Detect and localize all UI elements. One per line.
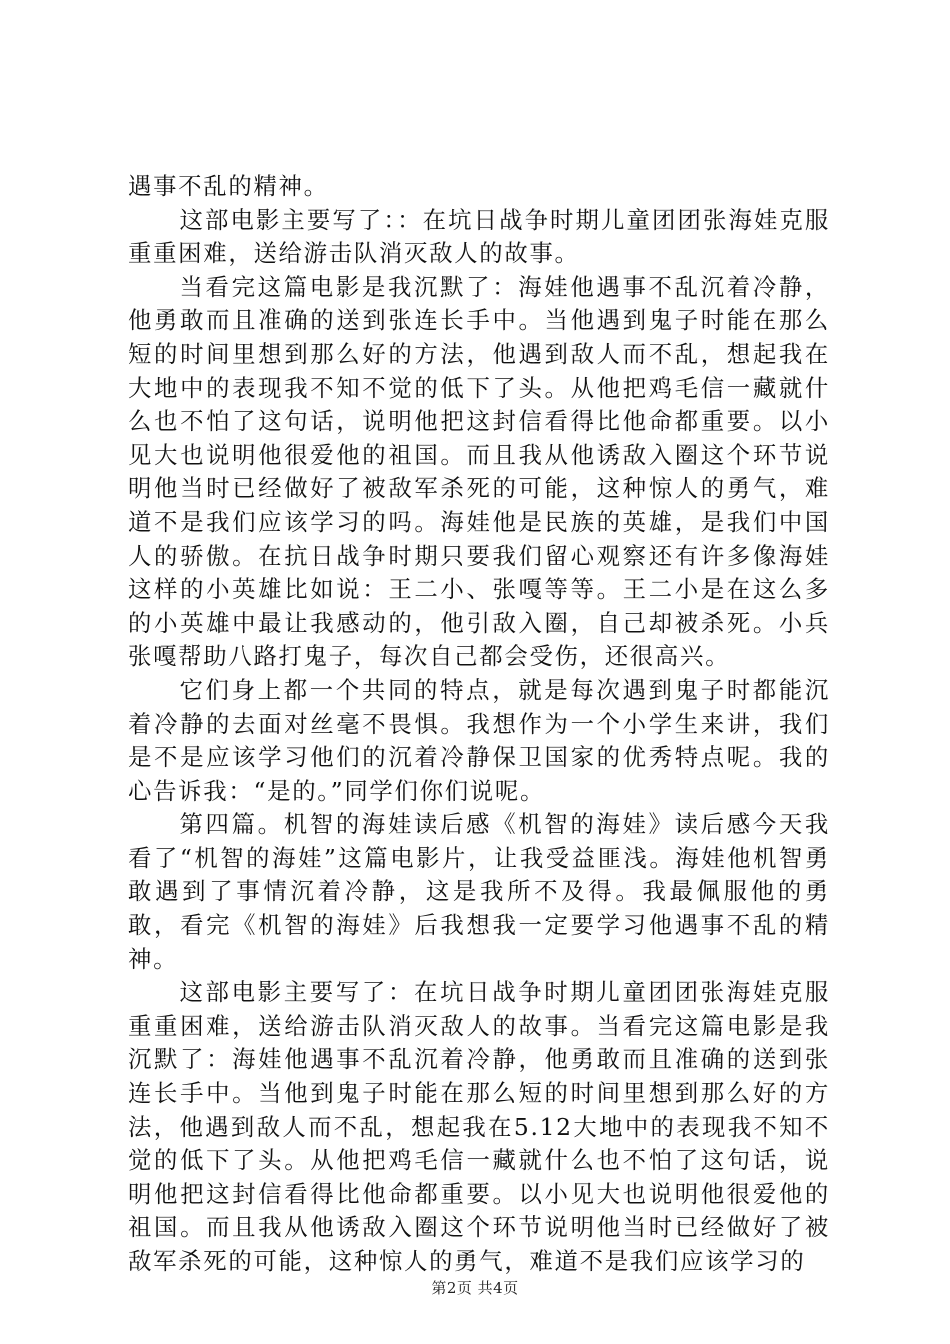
paragraph-2: 这部电影主要写了：：在坑日战争时期儿童团团张海娃克服重重困难，送给游击队消灭敌人的故事。 [128, 205, 830, 268]
page-footer: 第2页 共4页 [431, 1279, 519, 1297]
paragraph-1: 遇事不乱的精神。 [128, 172, 329, 200]
paragraph-3: 当看完这篇电影是我沉默了：海娃他遇事不乱沉着冷静，他勇敢而且准确的送到张连长手中。当他遇到鬼子时能在那么短的时间里想到那么好的方法，他遇到敌人而不乱，想起我在大地中的表现我不知不觉的低下了头。从他把鸡毛信一藏就什么也不怕了这句话，说明他把这封信看得比他命都重要。以小见大也说明他很爱他的祖国。而且我从他诱敌入圈这个环节说明他当时已经做好了被敌军杀死的可能，这种惊人的勇气，难道不是我们应该学习的吗。海娃他是民族的英雄，是我们中国人的骄傲。在抗日战争时期只要我们留心观察还有许多像海娃这样的小英雄比如说：王二小、张嘎等等。王二小是在这么多的小英雄中最让我感动的，他引敌入圈，自己却被杀死。小兵张嘎帮助八路打鬼子，每次自己都会受伤，还很高兴。 [128, 272, 830, 671]
paragraph-6: 这部电影主要写了：在坑日战争时期儿童团团张海娃克服重重困难，送给游击队消灭敌人的故事。当看完这篇电影是我沉默了：海娃他遇事不乱沉着冷静，他勇敢而且准确的送到张连长手中。当他到鬼子时能在那么短的时间里想到那么好的方法，他遇到敌人而不乱，想起我在5.12大地中的表现我不知不觉的低下了头。从他把鸡毛信一藏就什么也不怕了这句话，说明他把这封信看得比他命都重要。以小见大也说明他很爱他的祖国。而且我从他诱敌入圈这个环节说明他当时已经做好了被敌军杀死的可能，这种惊人的勇气，难道不是我们应该学习的 [128, 978, 830, 1275]
body-text [128, 170, 830, 1279]
paragraph-5: 第四篇。机智的海娃读后感《机智的海娃》读后感今天我看了“机智的海娃”这篇电影片，让我受益匪浅。海娃他机智勇敢遇到了事情沉着冷静，这是我所不及得。我最佩服他的勇敢，看完《机智的海娃》后我想我一定要学习他遇事不乱的精神。 [128, 810, 830, 973]
paragraph-4: 它们身上都一个共同的特点，就是每次遇到鬼子时都能沉着冷静的去面对丝毫不畏惧。我想作为一个小学生来讲，我们是不是应该学习他们的沉着冷静保卫国家的优秀特点呢。我的心告诉我：“是的。”同学们你们说呢。 [128, 675, 830, 805]
